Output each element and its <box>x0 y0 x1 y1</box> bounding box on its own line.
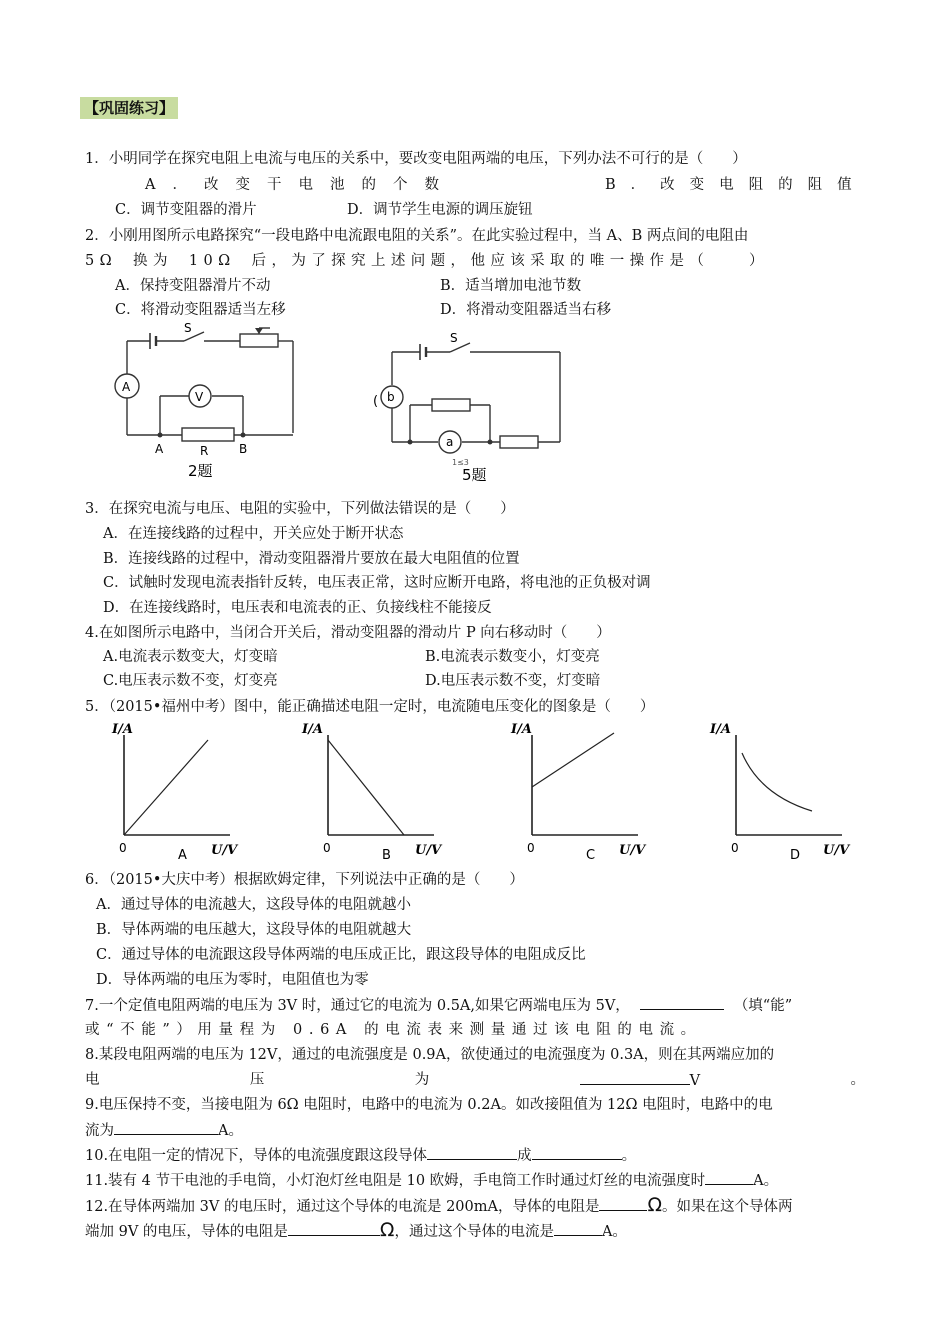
q8-answer-group <box>580 1070 700 1091</box>
q6-stem: 6．（2015•大庆中考）根据欧姆定律，下列说法中正确的是（ ） <box>85 872 524 888</box>
circuit-figure-2 <box>100 318 310 483</box>
q4-option-d: D.电压表示数不变，灯变暗 <box>425 673 601 689</box>
q11-answer-blank[interactable] <box>705 1170 753 1185</box>
q1-option-a: A．改变干电池的个数 <box>145 177 456 193</box>
graph-a-option: A <box>178 848 187 863</box>
ammeter-label: A <box>122 380 131 394</box>
q12-answer-blank-2[interactable] <box>288 1221 380 1236</box>
graph-b-xlabel: U/V <box>415 843 442 858</box>
graph-c-option: C <box>586 848 596 863</box>
q1-option-d: D．调节学生电源的调压旋钮 <box>347 202 533 218</box>
q9-answer-blank[interactable] <box>114 1120 218 1135</box>
q10-answer-blank-2[interactable] <box>532 1145 622 1160</box>
switch-label: S <box>450 331 458 345</box>
graph-d-xlabel: U/V <box>823 843 850 858</box>
paren-mark: ( <box>373 394 379 409</box>
resistor-label: R <box>200 444 209 458</box>
q12-text-c: 端加 9V 的电压，导体的电阻是 <box>85 1224 288 1240</box>
graph-a <box>108 715 248 865</box>
q10-text-c: 。 <box>621 1148 637 1164</box>
q7-text-b: （填“能” <box>733 998 793 1014</box>
graph-d-origin: 0 <box>731 841 739 855</box>
graph-b-ylabel: I/A <box>302 722 323 737</box>
q2-option-d: D．将滑动变阻器适当右移 <box>440 302 612 318</box>
q12-answer-blank-1[interactable] <box>599 1196 647 1211</box>
graph-a-xlabel: U/V <box>211 843 238 858</box>
q2-option-c: C．将滑动变阻器适当左移 <box>115 302 286 318</box>
figure-5-mark: 1≤3 <box>452 458 469 467</box>
q4-option-b: B.电流表示数变小，灯变亮 <box>425 649 600 665</box>
graph-a-ylabel: I/A <box>112 722 133 737</box>
q2-option-b: B．适当增加电池节数 <box>440 278 582 294</box>
q8-unit: V <box>689 1073 701 1089</box>
graph-c-origin: 0 <box>527 841 535 855</box>
q12-text-d: ，通过这个导体的电流是 <box>394 1224 554 1240</box>
graph-c-ylabel: I/A <box>511 722 532 737</box>
q10-text-b: 成 <box>517 1148 532 1164</box>
graph-c <box>511 715 656 865</box>
q10-answer-blank-1[interactable] <box>427 1145 517 1160</box>
q12-omega-1: Ω <box>647 1194 663 1216</box>
q2-option-a: A．保持变阻器滑片不动 <box>115 278 271 294</box>
q7-line2: 或“不能”）用量程为 0.6A 的电流表来测量通过该电阻的电流。 <box>85 1022 702 1038</box>
q3-option-d: D．在连接线路时，电压表和电流表的正、负接线柱不能接反 <box>103 600 492 616</box>
q3-option-b: B．连接线路的过程中，滑动变阻器滑片要放在最大电阻值的位置 <box>103 551 520 567</box>
q8-word-3: 为 <box>414 1072 430 1088</box>
section-heading: 【巩固练习】 <box>80 97 178 119</box>
graph-b-origin: 0 <box>323 841 331 855</box>
q8-word-2: 压 <box>249 1072 265 1088</box>
q9-text-a: 流为 <box>85 1123 114 1139</box>
meter-a-label: a <box>446 435 454 449</box>
q8-word-1: 电 <box>85 1072 100 1088</box>
q8-end: 。 <box>850 1072 865 1088</box>
q8-answer-blank[interactable] <box>580 1070 690 1085</box>
voltmeter-label: V <box>195 390 204 404</box>
switch-label: S <box>184 321 192 335</box>
q12-omega-2: Ω <box>379 1219 395 1241</box>
q11-text-a: 11.装有 4 节干电池的手电筒，小灯泡灯丝电阻是 10 欧姆，手电筒工作时通过灯丝的电流强度时 <box>85 1173 706 1189</box>
q4-stem: 4.在如图所示电路中，当闭合开关后，滑动变阻器的滑动片 P 向右移动时（ ） <box>85 625 611 641</box>
q1-stem: 1．小明同学在探究电阻上电流与电压的关系中，要改变电阻两端的电压，下列办法不可行的是（ ） <box>85 151 747 167</box>
q2-stem-line1: 2．小刚用图所示电路探究“一段电路中电流跟电阻的关系”。在此实验过程中，当 A、B 两点间的电阻由 <box>85 228 749 244</box>
graph-d-ylabel: I/A <box>710 722 731 737</box>
meter-b-label: b <box>387 390 395 404</box>
q3-option-a: A．在连接线路的过程中，开关应处于断开状态 <box>103 526 404 542</box>
q2-stem-line2: 5Ω 换为 10Ω 后，为了探究上述问题，他应该采取的唯一操作是（ ） <box>85 253 769 269</box>
graph-b <box>302 715 452 865</box>
q9-line2 <box>85 1120 243 1141</box>
q7-text-a: 7.一个定值电阻两端的电压为 3V 时，通过它的电流为 0.5A,如果它两端电压为 5V， <box>85 998 630 1014</box>
circuit-figure-5 <box>370 330 570 490</box>
point-a-label: A <box>155 442 164 456</box>
graph-d-option: D <box>790 848 801 863</box>
graph-d <box>710 715 860 865</box>
q7-line1 <box>85 995 792 1016</box>
q4-option-c: C.电压表示数不变，灯变亮 <box>103 673 278 689</box>
q9-line1: 9.电压保持不变，当接电阻为 6Ω 电阻时，电路中的电流为 0.2A。如改接阻值为 12Ω 电阻时，电路中的电 <box>85 1097 773 1113</box>
q12-line1 <box>85 1195 793 1217</box>
q6-option-a: A．通过导体的电流越大，这段导体的电阻就越小 <box>96 897 411 913</box>
q12-text-a: 12.在导体两端加 3V 的电压时，通过这个导体的电流是 200mA，导体的电阻是 <box>85 1199 600 1215</box>
q7-answer-blank[interactable] <box>640 995 724 1010</box>
graph-a-origin: 0 <box>119 841 127 855</box>
q11-text-b: A。 <box>753 1173 779 1189</box>
q6-option-c: C．通过导体的电流跟这段导体两端的电压成正比，跟这段导体的电阻成反比 <box>96 947 586 963</box>
q6-option-b: B．导体两端的电压越大，这段导体的电阻就越大 <box>96 922 412 938</box>
q3-option-c: C．试触时发现电流表指针反转，电压表正常，这时应断开电路，将电池的正负极对调 <box>103 575 651 591</box>
q8-line2 <box>85 1070 865 1091</box>
q8-line1: 8.某段电阻两端的电压为 12V，通过的电流强度是 0.9A，欲使通过的电流强度为 0.3A，则在其两端应加的 <box>85 1047 775 1063</box>
q12-text-e: A。 <box>601 1224 627 1240</box>
q10-line <box>85 1145 636 1166</box>
figure-5-caption: 5题 <box>462 466 487 484</box>
q12-line2 <box>85 1220 627 1242</box>
q12-text-b: 。如果在这个导体两 <box>662 1199 793 1215</box>
graph-b-option: B <box>382 848 391 863</box>
q1-option-b: B．改变电阻的阻值 <box>605 177 867 193</box>
q3-stem: 3．在探究电流与电压、电阻的实验中，下列做法错误的是（ ） <box>85 501 515 517</box>
q4-option-a: A.电流表示数变大，灯变暗 <box>103 649 278 665</box>
q9-text-b: A。 <box>218 1123 243 1139</box>
graph-c-xlabel: U/V <box>619 843 646 858</box>
q6-option-d: D．导体两端的电压为零时，电阻值也为零 <box>96 972 369 988</box>
q12-answer-blank-3[interactable] <box>554 1221 602 1236</box>
q1-option-c: C．调节变阻器的滑片 <box>115 202 257 218</box>
point-b-label: B <box>239 442 248 456</box>
figure-2-caption: 2题 <box>188 462 213 480</box>
q11-line <box>85 1170 778 1191</box>
q5-stem: 5．（2015•福州中考）图中，能正确描述电阻一定时，电流随电压变化的图象是（ ） <box>85 699 655 715</box>
q10-text-a: 10.在电阻一定的情况下，导体的电流强度跟这段导体 <box>85 1148 428 1164</box>
